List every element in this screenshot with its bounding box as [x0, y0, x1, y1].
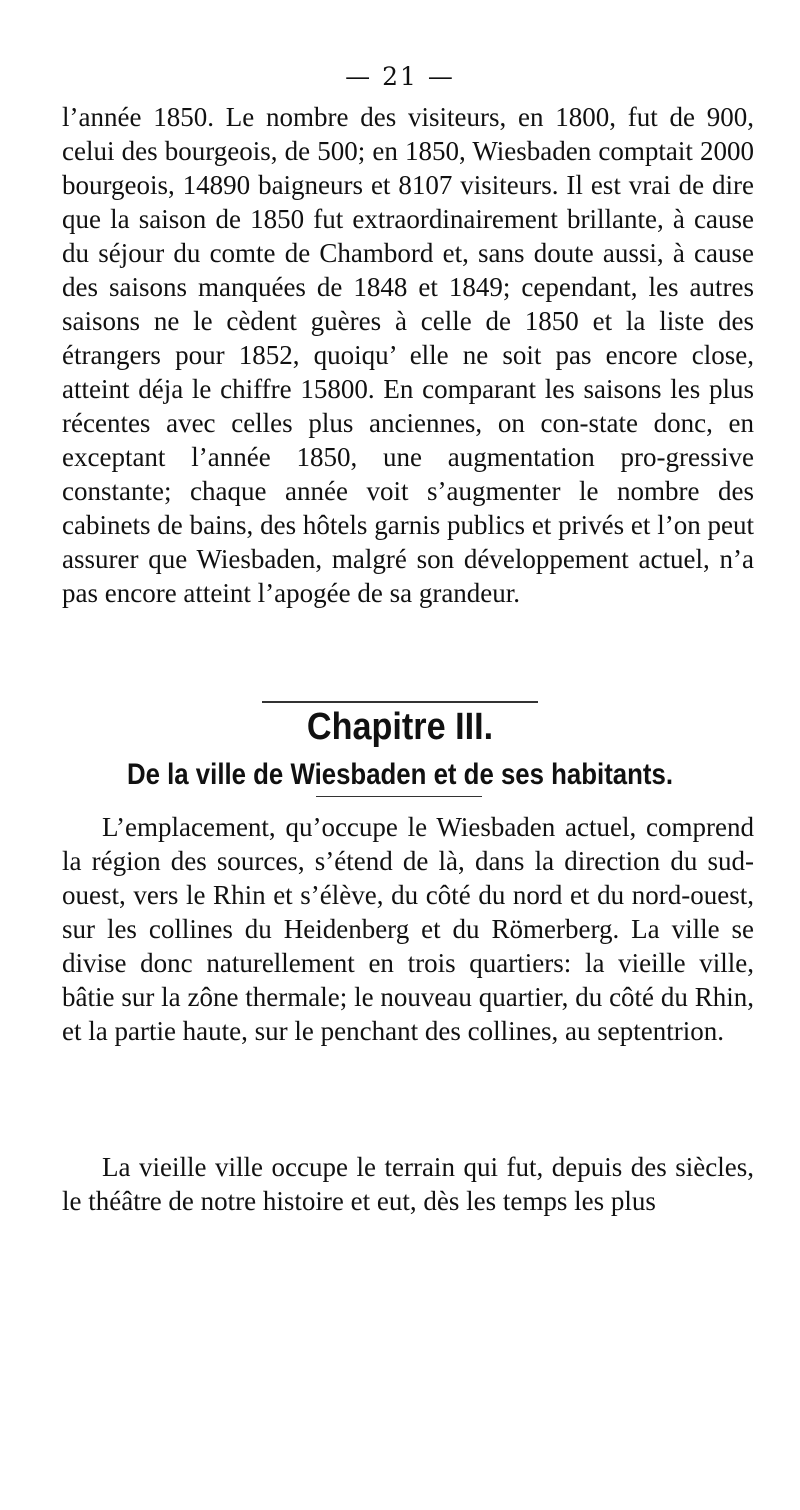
section-divider-top [262, 701, 538, 703]
paragraph-statistics: l’année 1850. Le nombre des visiteurs, en 1800, fut de 900, celui des bourgeois, de 500; en 1850, Wiesbaden comptait 2000 bourgeois, 14890 baigneurs et 8107 visiteurs. Il est vrai de dire que la saison de 1850 fut extraordinairement brillante, à cause du séjour du comte de Chambord et, sans doute aussi, à cause des saisons manquées de 1848 et 1849; cependant, les autres saisons ne le cèdent guères à celle de 1850 et la liste des étrangers pour 1852, quoiqu’ elle ne soit pas encore close, atteint déja le chiffre 15800. En comparant les saisons les plus récentes avec celles plus anciennes, on con-state donc, en exceptant l’année 1850, une augmentation pro-gressive constante; chaque année voit s’augmenter le nombre des cabinets de bains, des hôtels garnis publics et privés et l’on peut assurer que Wiesbaden, malgré son développement actuel, n’a pas encore atteint l’apogée de sa grandeur. [62, 102, 754, 608]
chapter-title: Chapitre III. [306, 706, 494, 748]
page-number: — 21 — [345, 62, 455, 91]
section-divider-bottom [316, 796, 482, 797]
paragraph-emplacement: L’emplacement, qu’occupe le Wiesbaden actuel, comprend la région des sources, s’étend de là, dans la direction du sud-ouest, vers le Rhin et s’élève, du côté du nord et du nord-ouest, sur les collines du Heidenberg et du Römerberg. La ville se divise donc naturellement en trois quartiers: la vieille ville, bâtie sur la zône thermale; le nouveau quartier, du côté du Rhin, et la partie haute, sur le penchant des collines, au septentrion. [62, 812, 754, 1046]
chapter-subtitle: De la ville de Wiesbaden et de ses habitants. [126, 758, 674, 791]
paragraph-vieille-ville: La vieille ville occupe le terrain qui fut, depuis des siècles, le théâtre de notre histoire et eut, dès les temps les plus [62, 1152, 754, 1216]
